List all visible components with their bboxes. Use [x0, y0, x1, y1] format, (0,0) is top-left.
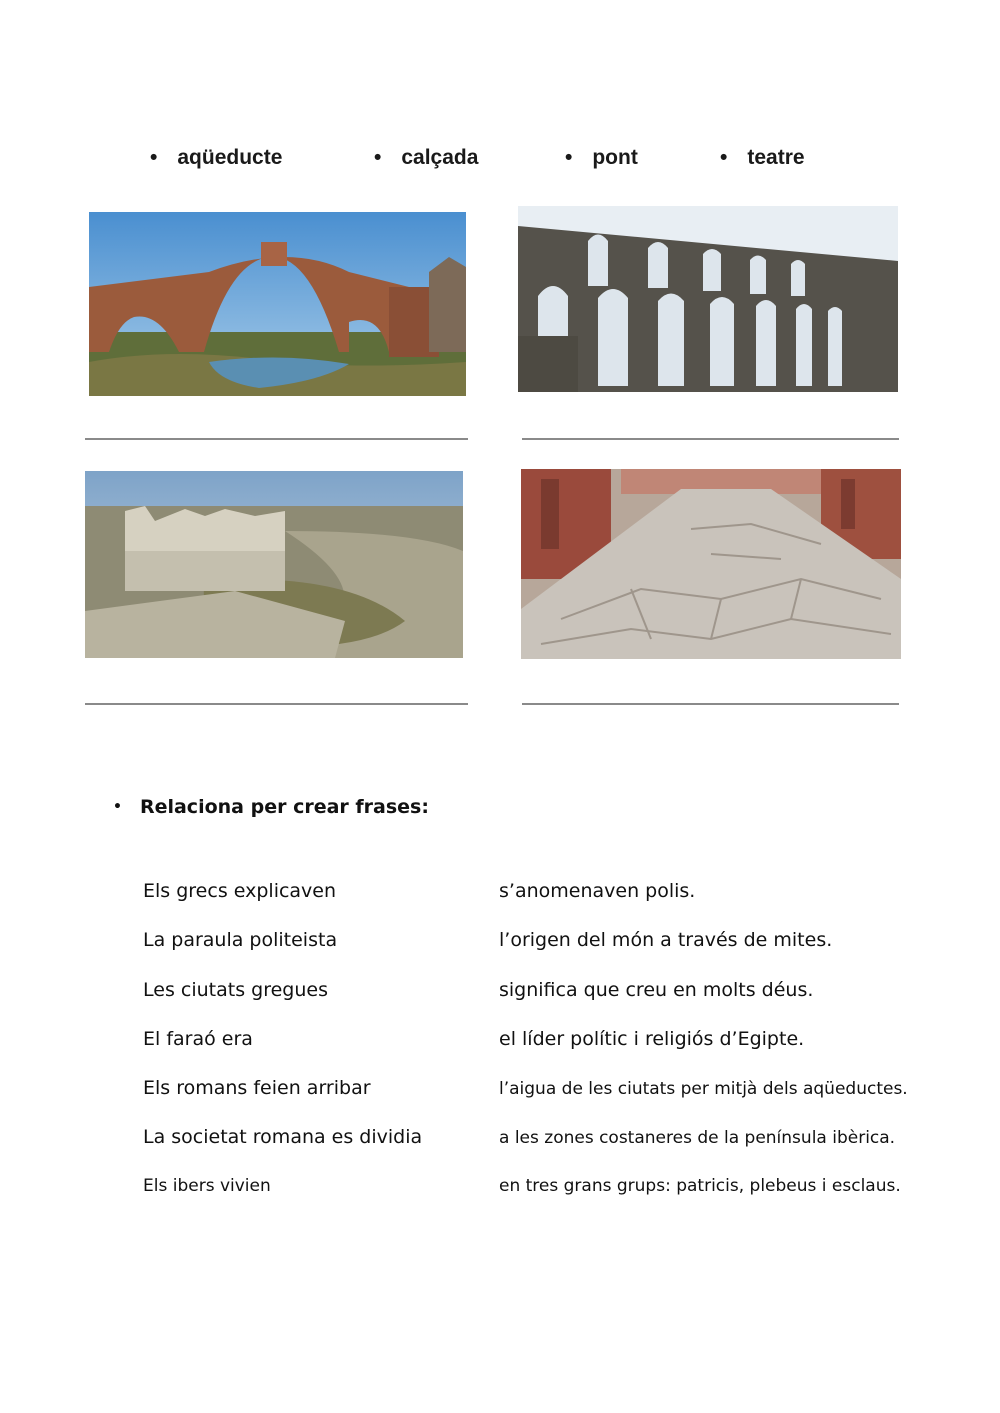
left-phrase-4[interactable]: El faraó era: [143, 1028, 253, 1050]
word-bank-item-aqueducte: • aqüeducte: [150, 146, 283, 169]
exercise-bullet: •: [113, 799, 122, 815]
word-bank-label: aqüeducte: [177, 146, 283, 169]
roman-road-photo: [521, 469, 901, 659]
left-phrase-5[interactable]: Els romans feien arribar: [143, 1077, 371, 1099]
answer-line-1[interactable]: [85, 438, 468, 440]
right-phrase-1[interactable]: s’anomenaven polis.: [499, 880, 696, 902]
left-phrase-3[interactable]: Les ciutats gregues: [143, 979, 328, 1001]
word-bank-label: teatre: [747, 146, 805, 169]
exercise-title-text: Relaciona per crear frases:: [139, 796, 429, 818]
left-phrase-2[interactable]: La paraula politeista: [143, 929, 338, 951]
word-bank-item-pont: • pont: [565, 146, 638, 169]
word-bank-item-teatre: • teatre: [720, 146, 805, 169]
answer-line-3[interactable]: [85, 703, 468, 705]
right-phrase-6[interactable]: a les zones costaneres de la península ibèrica.: [499, 1128, 896, 1148]
aqueduct-photo: [518, 206, 898, 392]
answer-line-4[interactable]: [522, 703, 899, 705]
left-phrase-6[interactable]: La societat romana es dividia: [143, 1126, 423, 1148]
right-phrase-7[interactable]: en tres grans grups: patricis, plebeus i esclaus.: [499, 1176, 901, 1196]
right-phrase-5[interactable]: l’aigua de les ciutats per mitjà dels aqüeductes.: [499, 1079, 908, 1099]
left-phrase-7[interactable]: Els ibers vivien: [143, 1176, 271, 1196]
theatre-photo: [85, 471, 463, 658]
bridge-photo: [89, 212, 466, 396]
right-phrase-3[interactable]: significa que creu en molts déus.: [499, 979, 814, 1001]
exercise-title: [113, 796, 429, 818]
word-bank-label: calçada: [401, 146, 479, 169]
answer-line-2[interactable]: [522, 438, 899, 440]
word-bank-label: pont: [592, 146, 638, 169]
right-phrase-2[interactable]: l’origen del món a través de mites.: [499, 929, 833, 951]
left-phrase-1[interactable]: Els grecs explicaven: [143, 880, 337, 902]
right-phrase-4[interactable]: el líder polític i religiós d’Egipte.: [499, 1028, 805, 1050]
word-bank-item-calcada: • calçada: [374, 146, 479, 169]
